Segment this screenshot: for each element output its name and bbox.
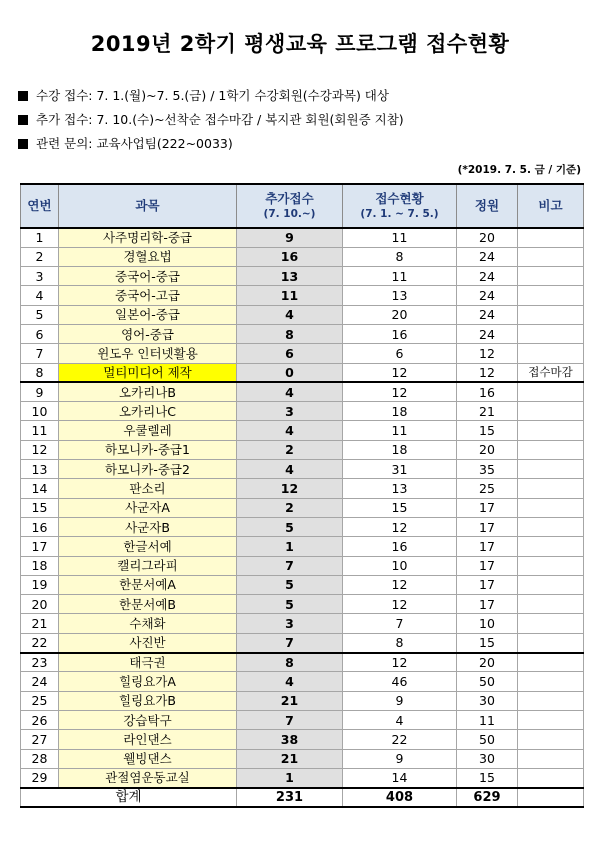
row-course: 오카리나B <box>59 382 237 401</box>
table-row <box>21 730 584 749</box>
table-row <box>21 267 584 286</box>
row-course: 경혈요법 <box>59 247 237 266</box>
note-item <box>18 132 404 156</box>
row-capacity: 17 <box>457 498 518 517</box>
row-remark <box>518 614 584 633</box>
table-row <box>21 575 584 594</box>
row-added: 4 <box>237 382 343 401</box>
row-status: 7 <box>343 614 457 633</box>
table-row <box>21 710 584 729</box>
row-remark <box>518 556 584 575</box>
row-remark <box>518 228 584 247</box>
row-course: 우쿨렐레 <box>59 421 237 440</box>
row-status: 12 <box>343 363 457 382</box>
row-capacity: 50 <box>457 672 518 691</box>
registration-table <box>20 183 584 808</box>
row-status: 22 <box>343 730 457 749</box>
row-course: 사주명리학-중급 <box>59 228 237 247</box>
row-capacity: 25 <box>457 479 518 498</box>
page-title: 2019년 2학기 평생교육 프로그램 접수현황 <box>90 32 510 56</box>
row-course: 강습탁구 <box>59 710 237 729</box>
row-added: 2 <box>237 440 343 459</box>
header-remark: 비고 <box>518 184 584 228</box>
row-remark <box>518 768 584 787</box>
row-remark <box>518 672 584 691</box>
row-course: 사군자A <box>59 498 237 517</box>
row-remark <box>518 710 584 729</box>
row-no: 17 <box>21 537 59 556</box>
row-remark <box>518 498 584 517</box>
header-status-period: (7. 1. ~ 7. 5.) <box>360 207 439 220</box>
row-no: 8 <box>21 363 59 382</box>
table-row <box>21 749 584 768</box>
row-remark <box>518 286 584 305</box>
row-remark <box>518 440 584 459</box>
row-capacity: 10 <box>457 614 518 633</box>
row-status: 4 <box>343 710 457 729</box>
row-no: 25 <box>21 691 59 710</box>
total-added: 231 <box>237 788 343 807</box>
table-row <box>21 672 584 691</box>
row-added: 5 <box>237 595 343 614</box>
row-status: 31 <box>343 460 457 479</box>
square-bullet-icon <box>18 139 28 149</box>
row-remark <box>518 595 584 614</box>
header-course: 과목 <box>59 184 237 228</box>
row-remark <box>518 749 584 768</box>
row-added: 4 <box>237 421 343 440</box>
row-course: 중국어-고급 <box>59 286 237 305</box>
row-capacity: 11 <box>457 710 518 729</box>
row-status: 16 <box>343 324 457 343</box>
table-row <box>21 305 584 324</box>
row-no: 23 <box>21 653 59 672</box>
row-remark <box>518 324 584 343</box>
row-added: 12 <box>237 479 343 498</box>
row-added: 8 <box>237 653 343 672</box>
row-added: 4 <box>237 460 343 479</box>
table-row <box>21 382 584 401</box>
row-no: 18 <box>21 556 59 575</box>
table-row <box>21 247 584 266</box>
total-remark <box>518 788 584 807</box>
row-no: 5 <box>21 305 59 324</box>
table-row <box>21 614 584 633</box>
row-status: 12 <box>343 595 457 614</box>
row-remark <box>518 575 584 594</box>
table-row <box>21 498 584 517</box>
row-remark <box>518 730 584 749</box>
row-course: 라인댄스 <box>59 730 237 749</box>
basis-date: (*2019. 7. 5. 금 / 기준) <box>457 164 581 176</box>
row-added: 11 <box>237 286 343 305</box>
row-added: 2 <box>237 498 343 517</box>
row-status: 12 <box>343 382 457 401</box>
row-no: 4 <box>21 286 59 305</box>
row-added: 5 <box>237 575 343 594</box>
row-remark <box>518 382 584 401</box>
row-no: 26 <box>21 710 59 729</box>
row-course: 힐링요가A <box>59 672 237 691</box>
row-no: 28 <box>21 749 59 768</box>
row-status: 14 <box>343 768 457 787</box>
row-no: 2 <box>21 247 59 266</box>
row-added: 7 <box>237 710 343 729</box>
table-row <box>21 556 584 575</box>
row-remark <box>518 402 584 421</box>
row-course: 힐링요가B <box>59 691 237 710</box>
row-added: 1 <box>237 537 343 556</box>
row-added: 9 <box>237 228 343 247</box>
row-course: 수채화 <box>59 614 237 633</box>
total-capacity: 629 <box>457 788 518 807</box>
row-status: 6 <box>343 344 457 363</box>
row-status: 12 <box>343 653 457 672</box>
row-status: 9 <box>343 691 457 710</box>
row-status: 11 <box>343 267 457 286</box>
row-no: 24 <box>21 672 59 691</box>
row-added: 38 <box>237 730 343 749</box>
row-status: 9 <box>343 749 457 768</box>
row-added: 21 <box>237 749 343 768</box>
square-bullet-icon <box>18 91 28 101</box>
row-no: 12 <box>21 440 59 459</box>
row-remark: 접수마감 <box>518 363 584 382</box>
row-no: 16 <box>21 517 59 536</box>
row-no: 7 <box>21 344 59 363</box>
row-capacity: 17 <box>457 595 518 614</box>
row-course: 태극권 <box>59 653 237 672</box>
row-remark <box>518 653 584 672</box>
row-remark <box>518 267 584 286</box>
row-no: 20 <box>21 595 59 614</box>
row-no: 29 <box>21 768 59 787</box>
table-row <box>21 440 584 459</box>
note-item <box>18 108 404 132</box>
table-row <box>21 421 584 440</box>
row-capacity: 30 <box>457 749 518 768</box>
row-remark <box>518 305 584 324</box>
row-no: 3 <box>21 267 59 286</box>
table-row <box>21 324 584 343</box>
row-capacity: 24 <box>457 324 518 343</box>
row-course: 하모니카-중급1 <box>59 440 237 459</box>
row-capacity: 24 <box>457 247 518 266</box>
row-status: 12 <box>343 517 457 536</box>
row-remark <box>518 517 584 536</box>
row-capacity: 17 <box>457 575 518 594</box>
row-remark <box>518 633 584 652</box>
row-status: 18 <box>343 402 457 421</box>
row-no: 6 <box>21 324 59 343</box>
row-course: 오카리나C <box>59 402 237 421</box>
header-capacity: 정원 <box>457 184 518 228</box>
row-no: 19 <box>21 575 59 594</box>
row-capacity: 17 <box>457 517 518 536</box>
row-capacity: 24 <box>457 267 518 286</box>
row-course: 한문서예B <box>59 595 237 614</box>
row-remark <box>518 344 584 363</box>
row-status: 18 <box>343 440 457 459</box>
row-status: 10 <box>343 556 457 575</box>
row-no: 1 <box>21 228 59 247</box>
row-course: 관절염운동교실 <box>59 768 237 787</box>
note-item <box>18 84 404 108</box>
total-label: 합계 <box>21 788 237 807</box>
row-capacity: 15 <box>457 633 518 652</box>
row-course: 윈도우 인터넷활용 <box>59 344 237 363</box>
row-course: 한문서예A <box>59 575 237 594</box>
row-course: 판소리 <box>59 479 237 498</box>
note-text: 수강 접수: 7. 1.(월)~7. 5.(금) / 1학기 수강회원(수강과목) 대상 <box>36 88 389 103</box>
row-remark <box>518 460 584 479</box>
row-capacity: 12 <box>457 363 518 382</box>
row-status: 15 <box>343 498 457 517</box>
row-capacity: 15 <box>457 768 518 787</box>
row-course: 한글서예 <box>59 537 237 556</box>
row-added: 21 <box>237 691 343 710</box>
row-capacity: 35 <box>457 460 518 479</box>
row-added: 3 <box>237 402 343 421</box>
row-no: 21 <box>21 614 59 633</box>
header-added <box>237 184 343 228</box>
row-no: 11 <box>21 421 59 440</box>
table-row <box>21 537 584 556</box>
table-row <box>21 768 584 787</box>
row-remark <box>518 247 584 266</box>
row-remark <box>518 479 584 498</box>
header-no: 연번 <box>21 184 59 228</box>
row-status: 13 <box>343 479 457 498</box>
header-added-label: 추가접수 <box>265 190 314 206</box>
row-status: 13 <box>343 286 457 305</box>
header-status-label: 접수현황 <box>375 190 424 206</box>
row-remark <box>518 537 584 556</box>
row-no: 27 <box>21 730 59 749</box>
row-capacity: 30 <box>457 691 518 710</box>
table-row <box>21 653 584 672</box>
row-added: 4 <box>237 305 343 324</box>
table-row <box>21 402 584 421</box>
row-capacity: 16 <box>457 382 518 401</box>
header-row <box>21 184 584 228</box>
row-status: 12 <box>343 575 457 594</box>
row-added: 1 <box>237 768 343 787</box>
row-added: 8 <box>237 324 343 343</box>
header-status <box>343 184 457 228</box>
row-capacity: 50 <box>457 730 518 749</box>
table-row <box>21 691 584 710</box>
row-status: 16 <box>343 537 457 556</box>
total-status: 408 <box>343 788 457 807</box>
row-no: 13 <box>21 460 59 479</box>
row-added: 0 <box>237 363 343 382</box>
table-row <box>21 595 584 614</box>
row-status: 11 <box>343 228 457 247</box>
row-capacity: 21 <box>457 402 518 421</box>
row-course: 일본어-중급 <box>59 305 237 324</box>
row-capacity: 15 <box>457 421 518 440</box>
row-added: 6 <box>237 344 343 363</box>
row-no: 10 <box>21 402 59 421</box>
note-text: 추가 접수: 7. 10.(수)~선착순 접수마감 / 복지관 회원(회원증 지참) <box>36 112 404 127</box>
table-row <box>21 479 584 498</box>
row-added: 5 <box>237 517 343 536</box>
row-no: 22 <box>21 633 59 652</box>
row-capacity: 20 <box>457 440 518 459</box>
row-status: 11 <box>343 421 457 440</box>
row-status: 8 <box>343 633 457 652</box>
square-bullet-icon <box>18 115 28 125</box>
row-status: 20 <box>343 305 457 324</box>
row-course: 영어-중급 <box>59 324 237 343</box>
row-capacity: 20 <box>457 228 518 247</box>
table-row <box>21 633 584 652</box>
row-capacity: 24 <box>457 305 518 324</box>
row-status: 46 <box>343 672 457 691</box>
table-row <box>21 228 584 247</box>
row-course: 멀티미디어 제작 <box>59 363 237 382</box>
row-added: 13 <box>237 267 343 286</box>
row-no: 14 <box>21 479 59 498</box>
row-no: 9 <box>21 382 59 401</box>
row-capacity: 20 <box>457 653 518 672</box>
row-capacity: 17 <box>457 556 518 575</box>
header-added-period: (7. 10.~) <box>263 207 316 220</box>
table-row <box>21 344 584 363</box>
row-added: 7 <box>237 633 343 652</box>
table-row <box>21 286 584 305</box>
row-added: 16 <box>237 247 343 266</box>
notes-list <box>18 84 404 156</box>
row-course: 사군자B <box>59 517 237 536</box>
row-remark <box>518 421 584 440</box>
row-remark <box>518 691 584 710</box>
row-course: 캘리그라피 <box>59 556 237 575</box>
total-row <box>21 788 584 807</box>
row-no: 15 <box>21 498 59 517</box>
row-status: 8 <box>343 247 457 266</box>
table-row <box>21 363 584 382</box>
row-course: 웰빙댄스 <box>59 749 237 768</box>
note-text: 관련 문의: 교육사업팀(222~0033) <box>36 136 233 151</box>
row-added: 3 <box>237 614 343 633</box>
row-added: 7 <box>237 556 343 575</box>
table-row <box>21 517 584 536</box>
row-added: 4 <box>237 672 343 691</box>
row-course: 사진반 <box>59 633 237 652</box>
row-course: 중국어-중급 <box>59 267 237 286</box>
row-capacity: 24 <box>457 286 518 305</box>
table-row <box>21 460 584 479</box>
row-capacity: 12 <box>457 344 518 363</box>
row-capacity: 17 <box>457 537 518 556</box>
row-course: 하모니카-중급2 <box>59 460 237 479</box>
